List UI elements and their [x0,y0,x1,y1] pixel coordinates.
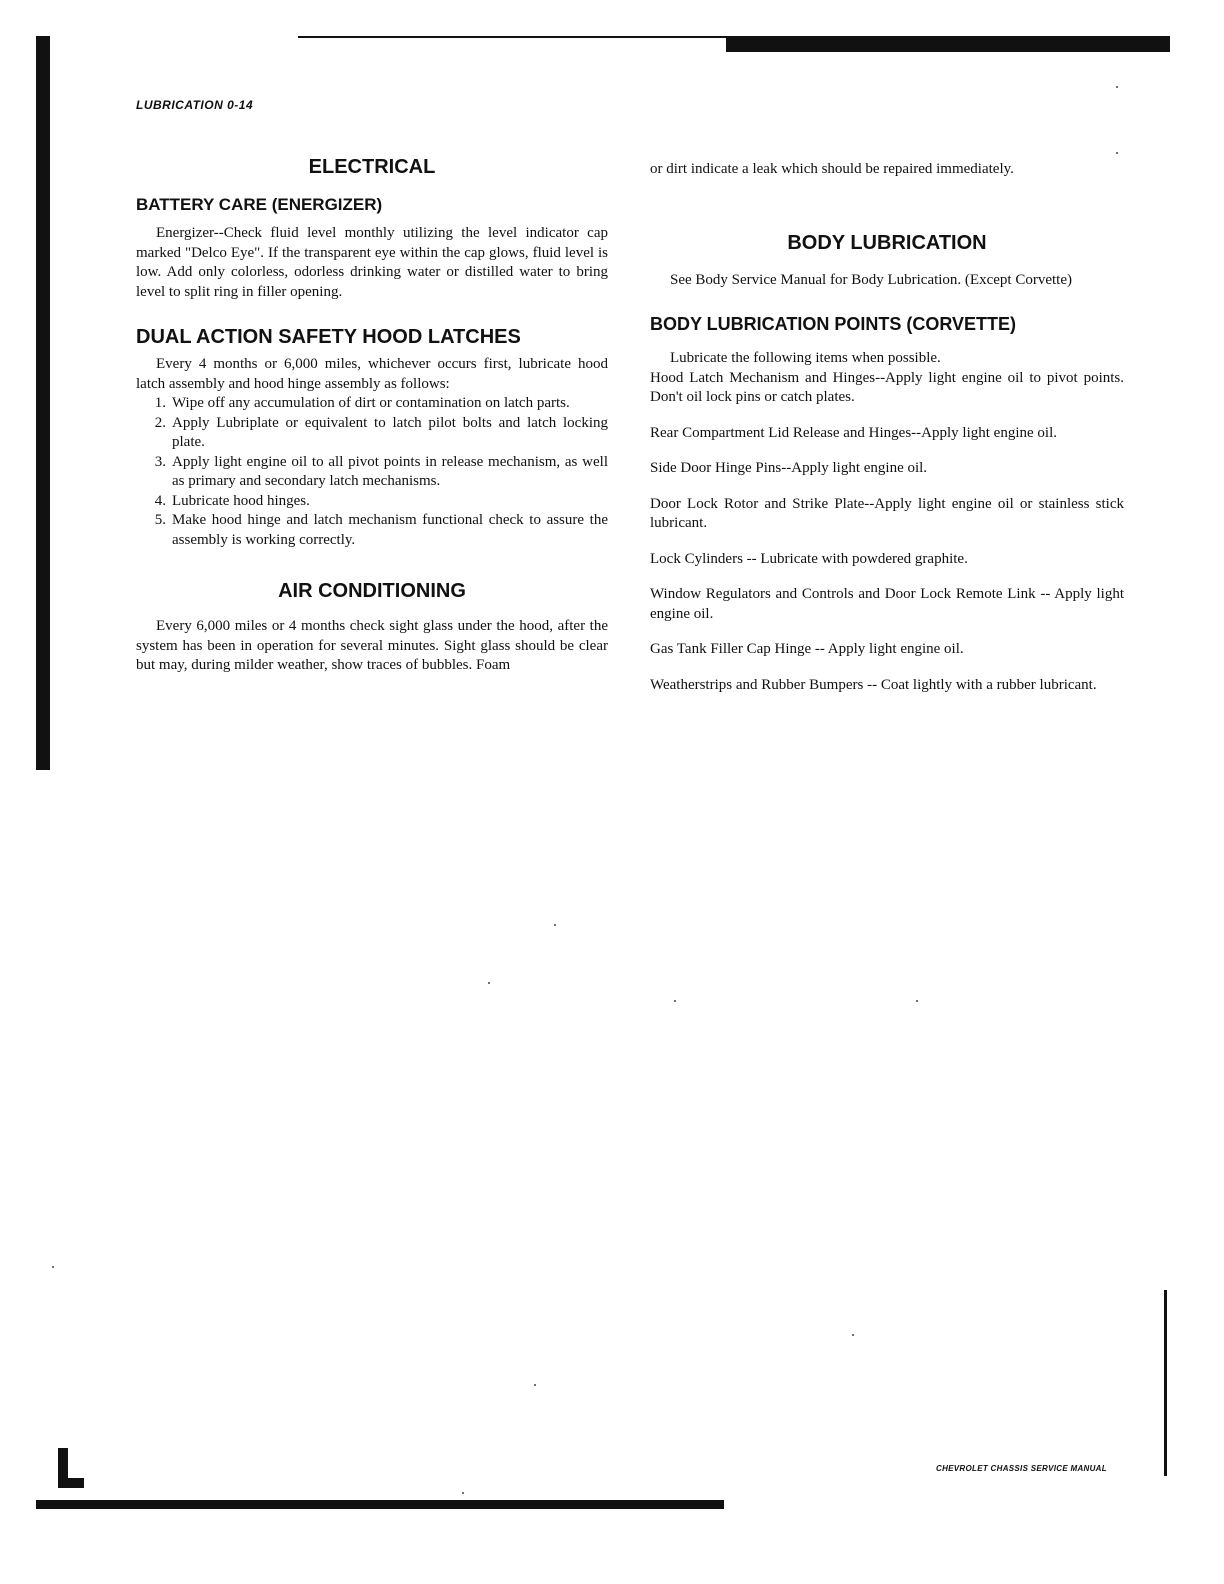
body-lubrication-text: See Body Service Manual for Body Lubrication. (Except Corvette) [670,271,1072,288]
right-column [650,150,1124,695]
scan-border-left [36,36,50,770]
scan-border-top-thick [726,36,1170,52]
corvette-item: Hood Latch Mechanism and Hinges--Apply light engine oil to pivot points. Don't oil lock pins or catch plates. [650,369,1124,405]
hood-latches-intro: Every 4 months or 6,000 miles, whichever occurs first, lubricate hood latch assembly and hood hinge assembly as follows: [136,356,608,392]
corner-mark [58,1448,68,1488]
scan-speck [852,1334,854,1336]
corvette-item: Weatherstrips and Rubber Bumpers -- Coat lightly with a rubber lubricant. [650,676,1097,693]
battery-heading: BATTERY CARE (ENERGIZER) [136,195,383,214]
scan-border-right [1164,1290,1167,1476]
list-item: 1. Wipe off any accumulation of dirt or contamination on latch parts. [154,395,570,411]
scan-border-bottom [36,1500,724,1509]
list-item: 2. Apply Lubriplate or equivalent to latch pilot bolts and latch locking plate. [154,414,608,450]
scan-speck [1116,86,1118,88]
air-conditioning-text: Every 6,000 miles or 4 months check sight glass under the hood, after the system has been in operation for several minutes. Sight glass should be clear but may, during milder weather, show traces of bubbles. Foam [136,618,608,673]
scan-speck [462,1492,464,1494]
list-item: 3. Apply light engine oil to all pivot points in release mechanism, as well as primary and secondary latch mechanisms. [154,453,608,489]
running-header: LUBRICATION 0-14 [136,98,254,112]
hood-latches-heading: DUAL ACTION SAFETY HOOD LATCHES [136,326,521,348]
scan-speck [52,1266,54,1268]
air-conditioning-continued: or dirt indicate a leak which should be repaired immediately. [650,161,1014,177]
electrical-heading: ELECTRICAL [308,156,436,178]
corvette-item: Door Lock Rotor and Strike Plate--Apply light engine oil or stainless stick lubricant. [650,495,1124,531]
scan-speck [534,1384,536,1386]
running-footer: CHEVROLET CHASSIS SERVICE MANUAL [936,1464,1107,1473]
left-column [136,150,608,676]
corvette-intro: Lubricate the following items when possible. [670,350,941,366]
list-item: 4. Lubricate hood hinges. [154,492,310,509]
scan-speck [488,982,490,984]
corvette-item: Side Door Hinge Pins--Apply light engine oil. [650,460,928,476]
hood-latches-steps [136,394,608,550]
corvette-points-heading: BODY LUBRICATION POINTS (CORVETTE) [650,314,1017,334]
corvette-item: Gas Tank Filler Cap Hinge -- Apply light engine oil. [650,641,964,657]
corvette-item: Rear Compartment Lid Release and Hinges--Apply light engine oil. [650,424,1057,441]
body-lubrication-heading: BODY LUBRICATION [787,231,987,254]
list-item: 5. Make hood hinge and latch mechanism functional check to assure the assembly is working correctly. [154,512,608,548]
scan-speck [674,1000,676,1002]
scan-speck [554,924,556,926]
corvette-item: Lock Cylinders -- Lubricate with powdered graphite. [650,550,968,567]
air-conditioning-heading: AIR CONDITIONING [278,580,466,602]
battery-text: Energizer--Check fluid level monthly utilizing the level indicator cap marked "Delco Eye". If the transparent eye within the cap glows, fluid level is low. Add only colorless, odorless drinking water or distilled water to bring level to split ring in filler opening. [136,225,608,300]
scan-speck [916,1000,918,1002]
corvette-item: Window Regulators and Controls and Door Lock Remote Link -- Apply light engine oil. [650,586,1124,622]
